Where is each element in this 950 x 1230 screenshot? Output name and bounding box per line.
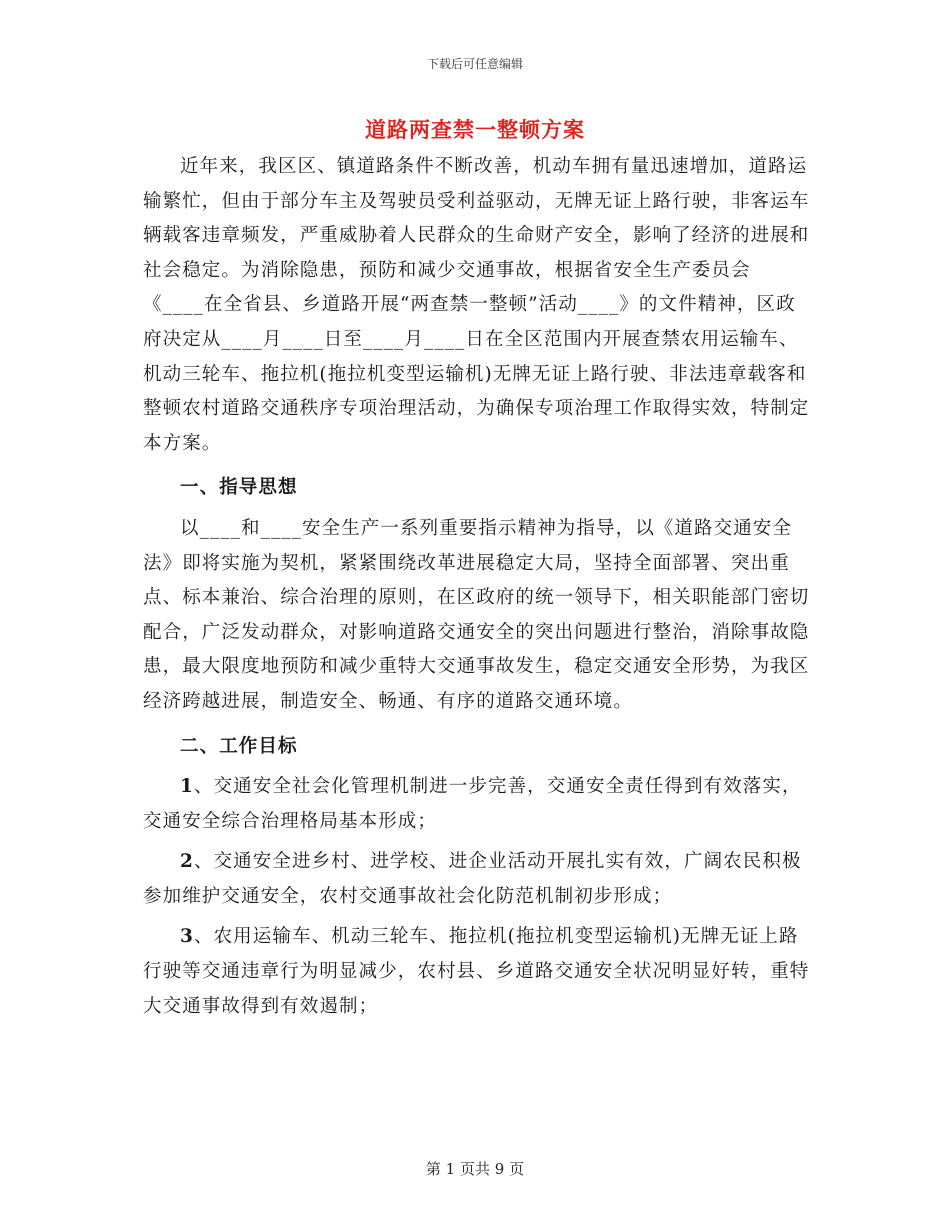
document-body xyxy=(143,150,811,1024)
goal-item-number: 1 xyxy=(180,776,194,798)
goal-item-text: 、交通安全社会化管理机制进一步完善，交通安全责任得到有效落实，交通安全综合治理格局基本形成； xyxy=(143,776,802,832)
section-heading-work-goals: 二、工作目标 xyxy=(180,735,298,757)
section-heading-guiding-ideology: 一、指导思想 xyxy=(180,477,298,499)
goal-item-1 xyxy=(143,770,811,839)
goal-item-number: 2 xyxy=(180,851,194,873)
page-header-note: 下载后可任意编辑 xyxy=(426,57,523,71)
intro-paragraph: 近年来，我区区、镇道路条件不断改善，机动车拥有量迅速增加，道路运输繁忙，但由于部分车主及驾驶员受利益驱动，无牌无证上路行驶，非客运车辆载客违章频发，严重威胁着人民群众的生命财产安全，影响了经济的进展和社会稳定。为消除隐患，预防和减少交通事故，根据省安全生产委员会《____在全省县、乡道路开展“两查禁一整顿”活动____》的文件精神，区政府决定从____月____日至____月____日在全区范围内开展查禁农用运输车、机动三轮车、拖拉机(拖拉机变型运输机)无牌无证上路行驶、非法违章载客和整顿农村道路交通秩序专项治理活动，为确保专项治理工作取得实效，特制定本方案。 xyxy=(143,156,810,454)
document-title: 道路两查禁一整顿方案 xyxy=(365,117,585,142)
goal-item-3 xyxy=(143,920,811,1024)
goal-item-number: 3 xyxy=(180,926,194,948)
page-number-footer: 第 1 页共 9 页 xyxy=(425,1160,525,1178)
guiding-ideology-paragraph: 以____和____安全生产一系列重要指示精神为指导，以《道路交通安全法》即将实施为契机，紧紧围绕改革进展稳定大局，坚持全面部署、突出重点、标本兼治、综合治理的原则，在区政府的统一领导下，相关职能部门密切配合，广泛发动群众，对影响道路交通安全的突出问题进行整治，消除事故隐患，最大限度地预防和减少重特大交通事故发生，稳定交通安全形势，为我区经济跨越进展，制造安全、畅通、有序的道路交通环境。 xyxy=(143,517,810,712)
goal-item-text: 、交通安全进乡村、进学校、进企业活动开展扎实有效，广阔农民积极参加维护交通安全，农村交通事故社会化防范机制初步形成； xyxy=(143,851,802,907)
goal-item-2 xyxy=(143,845,811,914)
goal-item-text: 、农用运输车、机动三轮车、拖拉机(拖拉机变型运输机)无牌无证上路行驶等交通违章行为明显减少，农村县、乡道路交通安全状况明显好转，重特大交通事故得到有效遏制； xyxy=(143,926,810,1017)
